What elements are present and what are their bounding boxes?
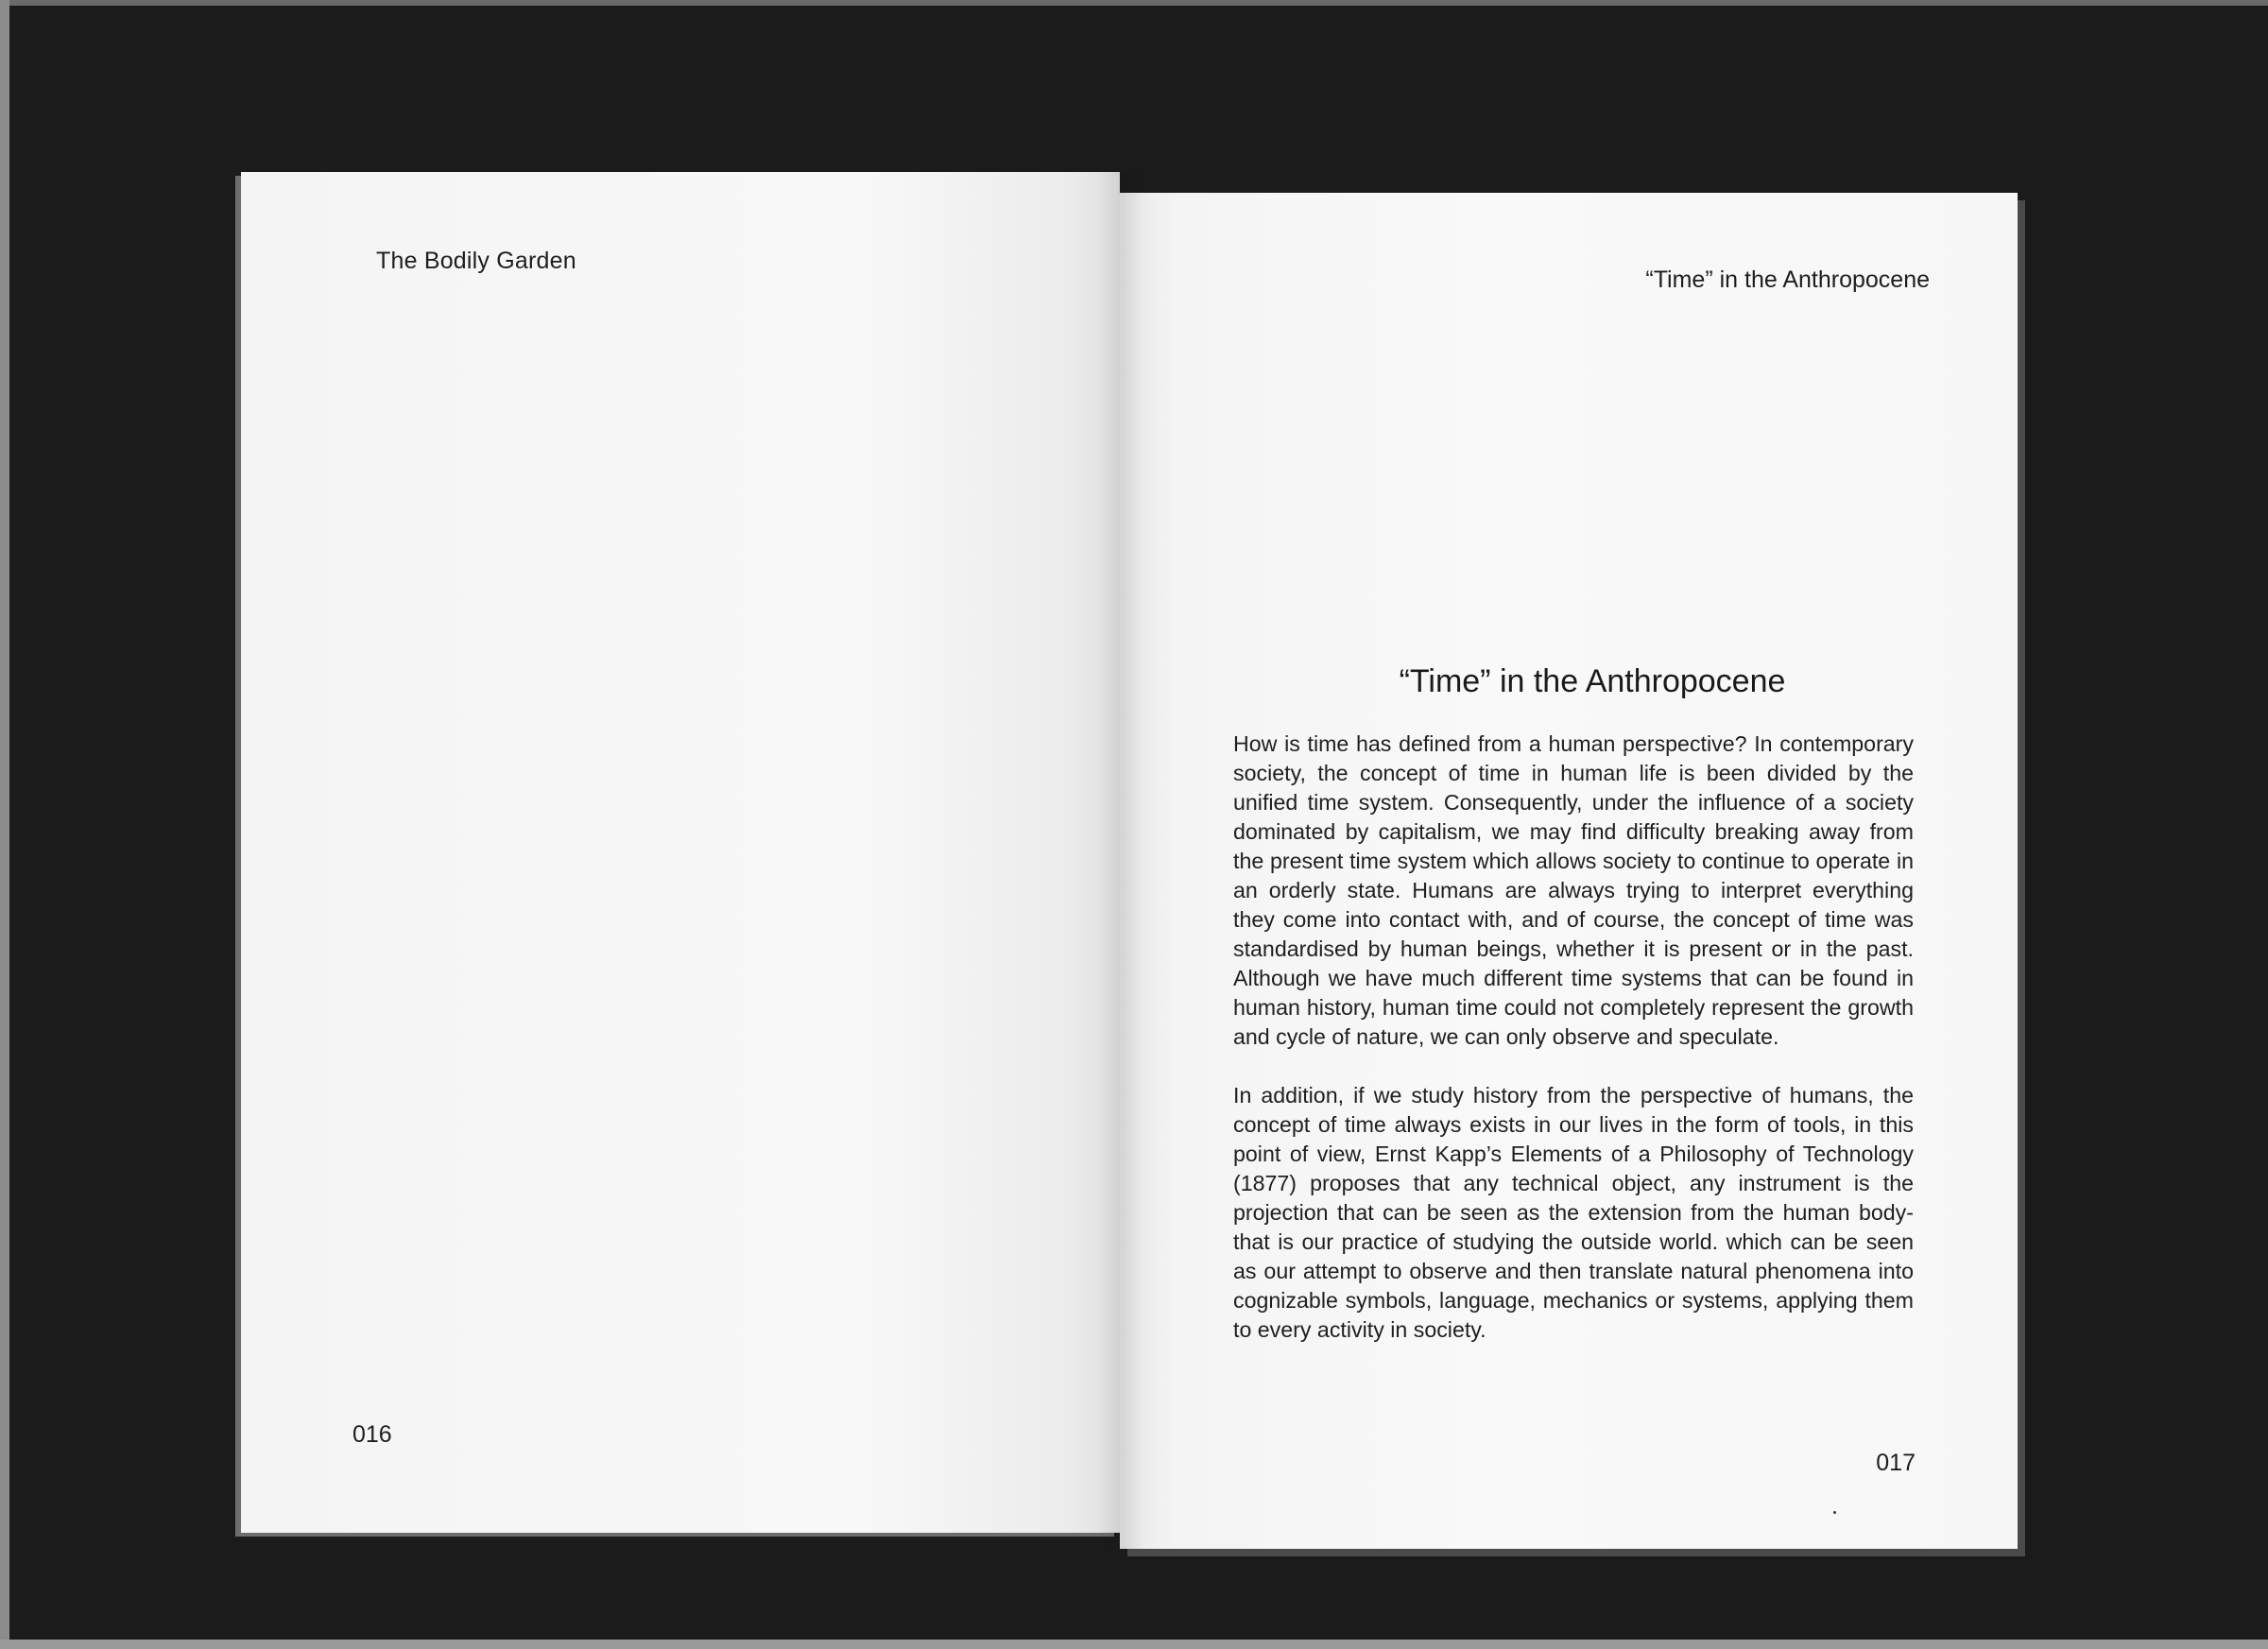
body-text [1233, 730, 1914, 1374]
paragraph-1: How is time has defined from a human perspective? In contemporary society, the concept of time in human life is been divided by the unified time system. Consequently, under the influence of a society dominated by capitalism, we may find difficulty breaking away from the present time system which allows society to continue to operate in an orderly state. Humans are always trying to interpret everything they come into contact with, and of course, the concept of time was standardised by human beings, whether it is present or in the past. Although we have much different time systems that can be found in human history, human time could not completely represent the growth and cycle of nature, we can only observe and speculate. [1233, 731, 1914, 1049]
right-page [1120, 193, 2018, 1549]
left-page-number: 016 [352, 1421, 392, 1448]
right-running-head: “Time” in the Anthropocene [1645, 266, 1930, 293]
book-spread [241, 170, 2018, 1550]
paragraph-2: In addition, if we study history from the perspective of humans, the concept of time always exists in our lives in the form of tools, in this point of view, Ernst Kapp’s Elements of a Philosophy of Technology (1877) proposes that any technical object, any instrument is the projection that can be seen as the extension from the human body- that is our practice of studying the outside world. which can be seen as our attempt to observe and then translate natural phenomena into cognizable symbols, language, mechanics or systems, applying them to every activity in society. [1233, 1083, 1914, 1342]
right-page-number: 017 [1876, 1450, 1916, 1476]
left-running-head: The Bodily Garden [376, 248, 576, 274]
paper-speck [1833, 1511, 1836, 1514]
left-page [241, 172, 1120, 1533]
scan-edge-bottom [0, 1640, 2268, 1649]
scan-edge-left [0, 0, 9, 1649]
chapter-title: “Time” in the Anthropocene [1399, 663, 1786, 699]
scan-edge-top [0, 0, 2268, 6]
